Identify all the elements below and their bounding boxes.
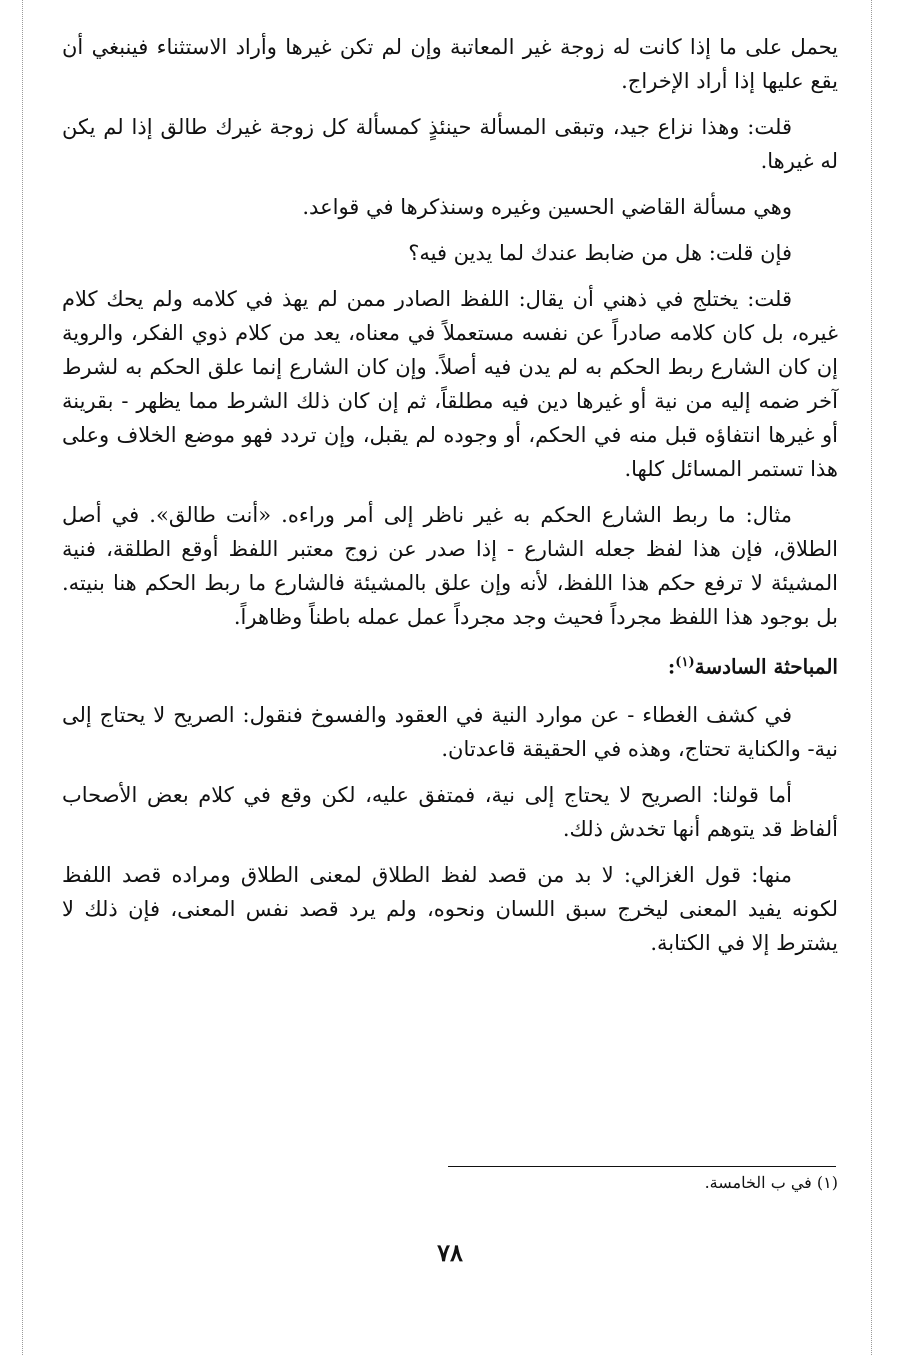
page-number: ٧٨: [437, 1238, 463, 1267]
section-heading-text: المباحثة السادسة: [694, 654, 838, 679]
section-heading: [62, 646, 838, 684]
paragraph-9: منها: قول الغزالي: لا بد من قصد لفظ الطلاق لمعنى الطلاق ومراده قصد اللفظ لكونه يفيد المعنى ليخرج سبق اللسان ونحوه، ولم يرد قصد نفس المعنى، فإن ذلك لا يشترط إلا في الكتابة.: [62, 862, 838, 955]
footnote-divider: [448, 1166, 836, 1167]
margin-dotted-line-left: [22, 0, 23, 1355]
footnote-reference: (١): [675, 655, 695, 670]
main-text-body: [62, 30, 838, 972]
paragraph-7: في كشف الغطاء - عن موارد النية في العقود والفسوخ فنقول: الصريح لا يحتاج إلى نية- والكناية تحتاج، وهذه في الحقيقة قاعدتان.: [62, 702, 838, 761]
paragraph-5: قلت: يختلج في ذهني أن يقال: اللفظ الصادر ممن لم يهذ في كلامه ولم يحك كلام غيره، بل كان كلامه صادراً عن نفسه مستعملاً في معناه، يعد من كلام ذوي الفكر، والروية إن كان الشارع ربط الحكم به لم يدن فيه أصلاً. وإن كان الشارع إنما علق الحكم به لشرط آخر ضمه إليه من نية أو غيرها دين فيه مطلقاً، ثم إن كان ذلك الشرط مما يظهر - بقرينة أو غيرها انتفاؤه قبل منه في الحكم، أو وجوده لم يقبل، وإن تردد فهو موضع الخلاف وعلى هذا تستمر المسائل كلها.: [62, 287, 838, 481]
margin-dotted-line-right: [871, 0, 872, 1355]
paragraph-6: مثال: ما ربط الشارع الحكم به غير ناظر إلى أمر وراءه. «أنت طالق». في أصل الطلاق، فإن هذا لفظ جعله الشارع - إذا صدر عن زوج معتبر اللفظ أوقع الطلقة، فنية المشيئة لا ترفع حكم هذا اللفظ، لأنه وإن علق بالمشيئة فالشارع ما ربط الحكم هنا بنيته. بل بوجود هذا اللفظ مجرداً فحيث وجد مجرداً عمل عمله باطناً وظاهراً.: [62, 503, 838, 629]
footnote: (١) في ب الخامسة.: [704, 1173, 838, 1192]
paragraph-3: وهي مسألة القاضي الحسين وغيره وسنذكرها في قواعد.: [302, 195, 792, 219]
paragraph-1: يحمل على ما إذا كانت له زوجة غير المعاتبة وإن لم تكن غيرها وأراد الاستثناء فينبغي أن يقع عليها إذا أراد الإخراج.: [62, 35, 838, 93]
paragraph-4: فإن قلت: هل من ضابط عندك لما يدين فيه؟: [408, 241, 792, 265]
paragraph-2: قلت: وهذا نزاع جيد، وتبقى المسألة حينئذٍ كمسألة كل زوجة غيرك طالق إذا لم يكن له غيرها.: [62, 115, 838, 173]
section-heading-suffix: :: [667, 654, 676, 679]
paragraph-8: أما قولنا: الصريح لا يحتاج إلى نية، فمتفق عليه، لكن وقع في كلام بعض الأصحاب ألفاظ قد يتوهم أنها تخدش ذلك.: [62, 782, 838, 841]
